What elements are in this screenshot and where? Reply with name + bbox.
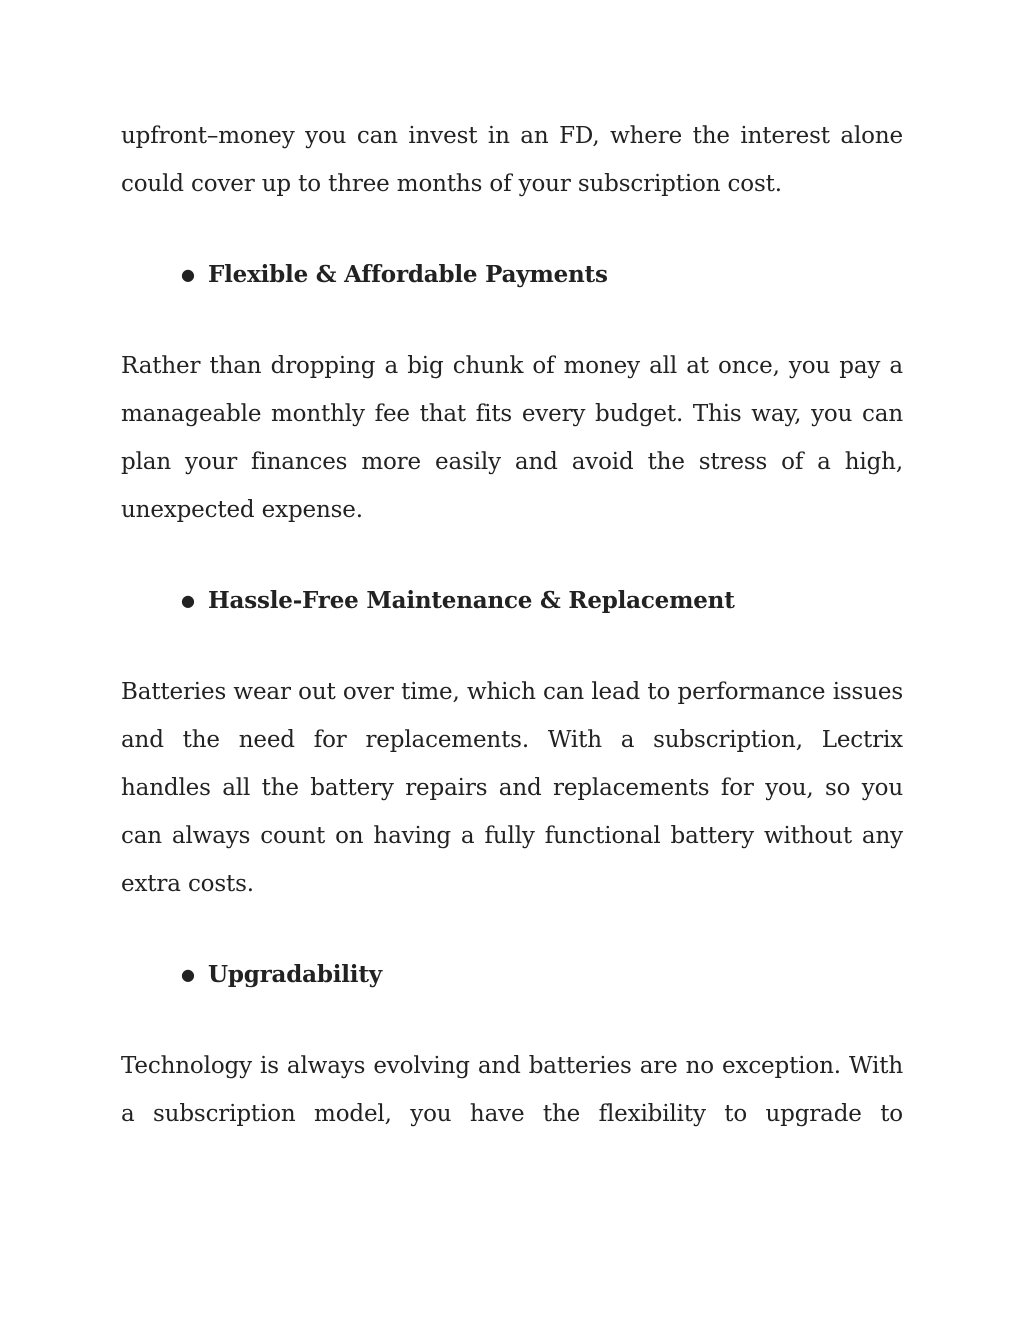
spacer	[121, 908, 903, 951]
section-heading-upgradability	[121, 951, 903, 999]
document-page	[121, 112, 903, 1138]
bullet-icon: ●	[181, 965, 195, 984]
section-body-upgradability: Technology is always evolving and batteries are no exception. With a subscription model, you have the flexibility to upgrade to	[121, 1053, 903, 1127]
section-heading-text: Upgradability	[208, 961, 382, 988]
spacer	[121, 534, 903, 577]
bullet-icon: ●	[181, 265, 195, 284]
intro-paragraph: upfront–money you can invest in an FD, where the interest alone could cover up to three months of your subscription cost.	[121, 123, 903, 197]
section-heading-maintenance	[121, 577, 903, 625]
spacer	[121, 299, 903, 342]
section-body-maintenance: Batteries wear out over time, which can lead to performance issues and the need for replacements. With a subscription, Lectrix handles all the battery repairs and replacements for you, so you can always count on having a fully functional battery without any extra costs.	[121, 679, 903, 897]
spacer	[121, 625, 903, 668]
section-heading-text: Flexible & Affordable Payments	[208, 261, 608, 288]
section-body-flexible-payments: Rather than dropping a big chunk of money all at once, you pay a manageable monthly fee that fits every budget. This way, you can plan your finances more easily and avoid the stress of a high, unexpected expense.	[121, 353, 903, 523]
section-heading-flexible-payments	[121, 251, 903, 299]
spacer	[121, 999, 903, 1042]
spacer	[121, 208, 903, 251]
section-heading-text: Hassle-Free Maintenance & Replacement	[208, 587, 735, 614]
bullet-icon: ●	[181, 591, 195, 610]
